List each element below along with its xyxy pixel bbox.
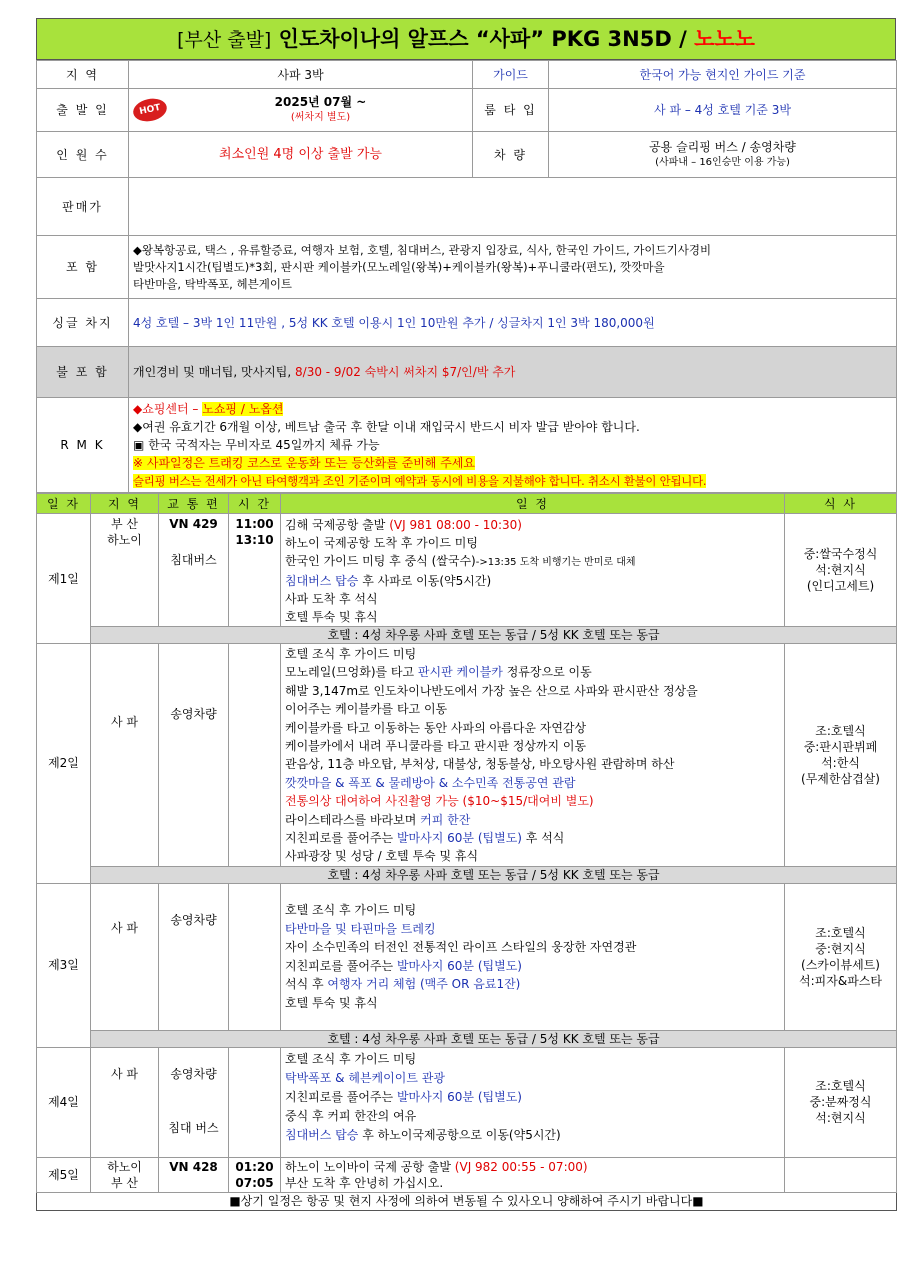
title-prefix: [부산 출발] <box>177 28 272 51</box>
day3-hotel: 호텔 : 4성 차우롱 사파 호텔 또는 동급 / 5성 KK 호텔 또는 동급 <box>91 1030 897 1047</box>
depart-note: (써차지 별도) <box>290 112 351 123</box>
day2-hotel-row <box>37 866 897 883</box>
day3-line-3: 자이 소수민족의 터전인 전통적인 라이프 스타일의 웅장한 자연경관 <box>285 940 637 955</box>
day3-meal <box>785 883 897 1030</box>
rmk-line-1: ◆여권 유효기간 6개월 이상, 베트남 출국 후 한달 이내 재입국시 반드시 비자 발급 받아야 합니다. <box>133 420 640 434</box>
region-value: 사파 3박 <box>129 61 473 89</box>
header-schedule: 일 정 <box>281 494 785 514</box>
rmk-cell <box>129 398 897 493</box>
day1-meal-1: 중:쌀국수정식 <box>803 547 878 561</box>
day1-transport <box>159 514 229 627</box>
day1-time <box>229 514 281 627</box>
day2-line-11a: 지친피로를 풀어주는 <box>285 831 397 846</box>
day1-line-5: 사파 도착 후 석식 <box>285 592 378 606</box>
day3-line-6: 호텔 투숙 및 휴식 <box>285 995 378 1010</box>
day4-schedule <box>281 1047 785 1157</box>
depart-cell <box>129 89 473 132</box>
include-line-2: 발맛사지1시간(팁별도)*3회, 판시판 케이블카(모노레일(왕복)+케이블카(왕복)+푸니쿨라(편도), 깟깟마을 <box>133 259 665 274</box>
price-label: 판매가 <box>37 178 129 236</box>
day3-meal-3: (스카이뷰세트) <box>801 957 880 972</box>
day2-transport: 송영차량 <box>159 644 229 867</box>
exclude-surcharge: 8/30 - 9/02 숙박시 써차지 $7/인/박 추가 <box>295 365 516 379</box>
day3-street: 여행자 거리 체험 (맥주 OR 음료1잔) <box>327 977 521 992</box>
day2-meal-4: (무제한삼겹살) <box>801 771 880 786</box>
day2-meal-3: 석:한식 <box>821 755 860 770</box>
single-value: 4성 호텔 – 3박 1인 11만원 , 5성 KK 호텔 이용시 1인 10만원 추가 / 싱글차지 1인 3박 180,000원 <box>129 299 897 347</box>
day4-line-5: 후 하노이국제공항으로 이동(약5시간) <box>358 1127 561 1142</box>
day2-time <box>229 644 281 867</box>
day2-meal-1: 조:호텔식 <box>815 723 866 738</box>
include-line-3: 타반마을, 탁박폭포, 헤븐게이트 <box>133 276 293 291</box>
rmk-warn-1-text: ※ 사파일정은 트래킹 코스로 운동화 또는 등산화를 준비해 주세요 <box>133 456 475 470</box>
single-label: 싱글 차지 <box>37 299 129 347</box>
title-table <box>36 18 896 60</box>
day4-massage: 발마사지 60분 (팁별도) <box>396 1089 522 1104</box>
day4-bus: 침대버스 탑승 <box>285 1127 359 1142</box>
people-value: 최소인원 4명 이상 출발 가능 <box>129 132 473 178</box>
header-meal: 식 사 <box>785 494 897 514</box>
rmk-line-2: ▣ 한국 국적자는 무비자로 45일까지 체류 가능 <box>133 438 380 452</box>
rmk-warn-2-text: 슬리핑 버스는 전세가 아닌 타여행객과 조인 기준이며 예약과 동시에 비용을 지불해야 합니다. 취소시 환불이 안됩니다. <box>133 474 707 488</box>
depart-text <box>173 94 468 126</box>
day3-line-2: 타반마을 및 타핀마을 트레킹 <box>285 921 436 936</box>
day2-line-11c: 후 석식 <box>521 831 565 846</box>
day3-label: 제3일 <box>37 883 91 1047</box>
day4-line-2: 탁박폭포 & 헤븐케이이트 관광 <box>285 1070 445 1085</box>
day3-meal-4: 석:피자&파스타 <box>799 973 882 988</box>
rmk-shop-value: 노쇼핑 / 노옵션 <box>202 402 284 416</box>
car-cell <box>549 132 897 178</box>
day5-time-2: 07:05 <box>235 1175 274 1190</box>
exclude-cell <box>129 347 897 398</box>
day1-line-4: 후 사파로 이동(약5시간) <box>358 574 492 588</box>
day5-time <box>229 1157 281 1192</box>
day3-row <box>37 883 897 1030</box>
footer-row <box>37 1192 897 1210</box>
day1-schedule <box>281 514 785 627</box>
day3-meal-1: 조:호텔식 <box>815 925 866 940</box>
day2-cablecar: 판시판 케이블카 <box>417 665 503 680</box>
depart-value: 2025년 07월 ~ <box>274 95 367 109</box>
day2-line-6: 케이블카에서 내려 푸니쿨라를 타고 판시판 정상까지 이동 <box>285 739 587 754</box>
schedule-table <box>36 493 897 1211</box>
day1-note: ->13:35 도착 비행기는 반미로 대체 <box>475 557 636 568</box>
day1-transport-1: VN 429 <box>169 517 218 531</box>
day2-line-2c: 정류장으로 이동 <box>502 665 592 680</box>
day3-region: 사 파 <box>91 883 159 1030</box>
day4-meal <box>785 1047 897 1157</box>
day3-time <box>229 883 281 1030</box>
day1-region-2: 하노이 <box>107 533 142 547</box>
day4-transport-2: 침대 버스 <box>168 1120 219 1135</box>
day2-schedule <box>281 644 785 867</box>
car-value: 공용 슬리핑 버스 / 송영차량 <box>649 139 796 154</box>
day2-label: 제2일 <box>37 644 91 884</box>
day5-transport: VN 428 <box>159 1157 229 1192</box>
day2-meal <box>785 644 897 867</box>
day5-time-1: 01:20 <box>235 1159 274 1174</box>
day4-transport-1: 송영차량 <box>170 1066 217 1081</box>
car-label: 차 량 <box>473 132 549 178</box>
day1-meal-3: (인디고세트) <box>806 579 875 593</box>
title-main: 인도차이나의 알프스 “사파” PKG 3N5D / <box>278 26 687 51</box>
day1-meal-2: 석:현지식 <box>815 563 866 577</box>
schedule-header <box>37 494 897 514</box>
guide-label: 가이드 <box>473 61 549 89</box>
guide-value: 한국어 가능 현지인 가이드 기준 <box>549 61 897 89</box>
day3-meal-2: 중:현지식 <box>815 941 866 956</box>
day2-massage: 발마사지 60분 (팁별도) <box>396 831 522 846</box>
day4-region: 사 파 <box>91 1047 159 1157</box>
price-value <box>129 178 897 236</box>
day2-line-8: 깟깟마을 & 폭포 & 물레방아 & 소수민족 전통공연 관람 <box>285 775 576 790</box>
room-value: 사 파 – 4성 호텔 기준 3박 <box>549 89 897 132</box>
day4-meal-2: 중:분짜정식 <box>809 1095 872 1110</box>
header-time: 시 간 <box>229 494 281 514</box>
header-region: 지 역 <box>91 494 159 514</box>
rmk-warn-2 <box>133 472 896 490</box>
rmk-shop-prefix: ◆쇼핑센터 – <box>133 402 199 416</box>
hot-badge-cell <box>133 94 173 126</box>
rmk-shopping <box>133 400 896 418</box>
day1-region <box>91 514 159 627</box>
day2-line-7: 관음상, 11층 바오탑, 부처상, 대불상, 청동불상, 바오탕사원 관람하며 하산 <box>285 757 675 772</box>
day1-time-1: 11:00 <box>235 517 274 531</box>
day2-line-5: 케이블카를 타고 이동하는 동안 사파의 아름다운 자연감상 <box>285 720 587 735</box>
day2-line-4: 이어주는 케이블카를 타고 이동 <box>285 702 448 717</box>
day5-label: 제5일 <box>37 1157 91 1192</box>
day2-line-1: 호텔 조식 후 가이드 미팅 <box>285 647 417 661</box>
day3-massage: 발마사지 60분 (팁별도) <box>396 958 522 973</box>
day1-row <box>37 514 897 627</box>
day4-meal-3: 석:현지식 <box>815 1111 866 1126</box>
exclude-label: 불 포 함 <box>37 347 129 398</box>
day2-region: 사 파 <box>91 644 159 867</box>
day5-region-2: 부 산 <box>111 1175 138 1190</box>
itinerary-sheet <box>36 18 896 1211</box>
info-table <box>36 60 897 493</box>
day5-row <box>37 1157 897 1192</box>
day1-line-3: 한국인 가이드 미팅 후 중식 (쌀국수) <box>285 554 476 568</box>
day1-time-2: 13:10 <box>235 533 274 547</box>
day1-hotel: 호텔 : 4성 차우롱 사파 호텔 또는 동급 / 5성 KK 호텔 또는 동급 <box>91 627 897 644</box>
day1-bus: 침대버스 탑승 <box>285 574 359 588</box>
day1-hotel-row <box>37 627 897 644</box>
day2-hotel: 호텔 : 4성 차우롱 사파 호텔 또는 동급 / 5성 KK 호텔 또는 동급 <box>91 866 897 883</box>
day4-meal-1: 조:호텔식 <box>815 1079 866 1094</box>
day1-line-2: 하노이 국제공항 도착 후 가이드 미팅 <box>285 536 478 550</box>
day2-line-12: 사파광장 및 성당 / 호텔 투숙 및 휴식 <box>285 849 479 864</box>
day5-region-1: 하노이 <box>107 1159 142 1174</box>
day3-transport: 송영차량 <box>159 883 229 1030</box>
day5-line-2: 부산 도착 후 안녕히 가십시오. <box>285 1175 444 1190</box>
day2-coffee: 커피 한잔 <box>420 812 471 827</box>
depart-label: 출 발 일 <box>37 89 129 132</box>
day4-line-3a: 지친피로를 풀어주는 <box>285 1089 397 1104</box>
include-line-1: ◆왕복항공료, 택스 , 유류할증료, 여행자 보험, 호텔, 침대버스, 관광지 입장료, 식사, 한국인 가이드, 가이드기사경비 <box>133 242 712 257</box>
day4-label: 제4일 <box>37 1047 91 1157</box>
day5-flight: (VJ 982 00:55 - 07:00) <box>454 1159 588 1174</box>
day3-schedule <box>281 883 785 1030</box>
day3-hotel-row <box>37 1030 897 1047</box>
day2-row <box>37 644 897 867</box>
day2-line-10a: 라이스테라스를 바라보며 <box>285 812 421 827</box>
rmk-label: R M K <box>37 398 129 493</box>
day3-line-1: 호텔 조식 후 가이드 미팅 <box>285 903 417 918</box>
hot-badge: HOT <box>131 96 169 125</box>
include-value <box>129 236 897 299</box>
day5-meal <box>785 1157 897 1192</box>
day1-line-1: 김해 국제공항 출발 <box>285 518 386 532</box>
exclude-value: 개인경비 및 매너팁, 맛사지팁, <box>133 365 292 379</box>
day1-label: 제1일 <box>37 514 91 644</box>
region-label: 지 역 <box>37 61 129 89</box>
day1-region-1: 부 산 <box>111 517 138 531</box>
page-title <box>37 19 896 60</box>
day4-transport <box>159 1047 229 1157</box>
day3-line-5a: 석식 후 <box>285 977 328 992</box>
day3-line-4a: 지친피로를 풀어주는 <box>285 958 397 973</box>
room-label: 룸 타 입 <box>473 89 549 132</box>
day2-line-9: 전통의상 대여하여 사진촬영 가능 ($10~$15/대여비 별도) <box>285 794 594 809</box>
day4-row <box>37 1047 897 1157</box>
header-transport: 교 통 편 <box>159 494 229 514</box>
day2-line-2a: 모노레일(므엉화)를 타고 <box>285 665 418 680</box>
title-tag: 노노노 <box>694 26 755 51</box>
day5-schedule <box>281 1157 785 1192</box>
footer-note: ■상기 일정은 항공 및 현지 사정에 의하여 변동될 수 있사오니 양해하여 주시기 바랍니다■ <box>37 1192 897 1210</box>
include-label: 포 함 <box>37 236 129 299</box>
day2-meal-2: 중:판시판뷔페 <box>803 739 878 754</box>
car-note: (사파내 – 16인승만 이용 가능) <box>655 156 790 168</box>
day4-line-4: 중식 후 커피 한잔의 여유 <box>285 1108 417 1123</box>
day2-line-3: 해발 3,147m로 인도차이나반도에서 가장 높은 산으로 사파와 판시판산 정상을 <box>285 683 698 698</box>
day1-flight: (VJ 981 08:00 - 10:30) <box>389 518 522 532</box>
day1-line-6: 호텔 투숙 및 휴식 <box>285 610 378 624</box>
day5-region <box>91 1157 159 1192</box>
people-label: 인 원 수 <box>37 132 129 178</box>
day1-transport-2: 침대버스 <box>170 553 217 567</box>
day4-time <box>229 1047 281 1157</box>
day4-line-1: 호텔 조식 후 가이드 미팅 <box>285 1051 417 1066</box>
day1-meal <box>785 514 897 627</box>
header-day: 일 자 <box>37 494 91 514</box>
day5-line-1: 하노이 노이바이 국제 공항 출발 <box>285 1159 451 1174</box>
rmk-warn-1 <box>133 454 896 472</box>
